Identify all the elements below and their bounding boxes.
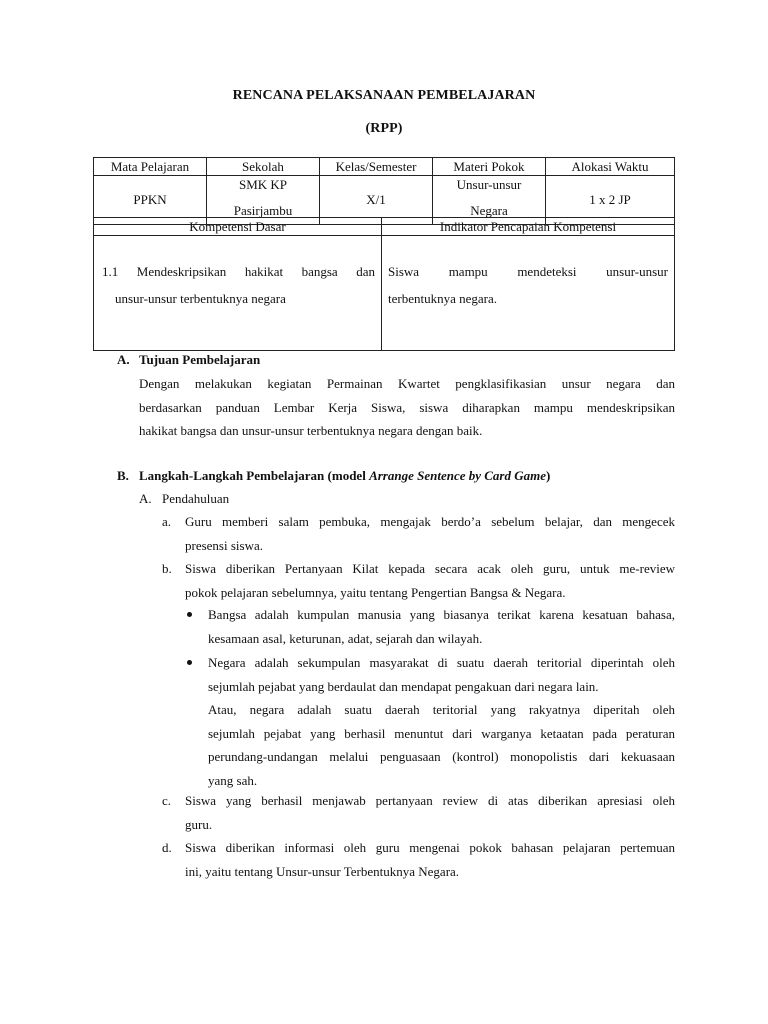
header-kompetensi-dasar: Kompetensi Dasar	[94, 218, 382, 236]
ipk-line-2: terbentuknya negara.	[388, 291, 498, 306]
item-a-text	[185, 510, 675, 557]
item-a-marker: a.	[162, 514, 172, 529]
item-d-text	[185, 836, 675, 883]
bullet-negara-line: sejumlah pejabat yang berdaulat dan mendapat pengakuan dari negara lain.	[208, 678, 599, 694]
header-mata-pelajaran: Mata Pelajaran	[94, 158, 207, 176]
value-kelas-semester: X/1	[320, 176, 433, 225]
bullet-dot-icon	[187, 612, 192, 617]
ipk-line-1: Siswa mampu mendeteksi unsur-unsur	[388, 264, 668, 279]
kd-line-2: unsur-unsur terbentuknya negara	[115, 291, 286, 306]
section-a-marker	[117, 348, 130, 372]
document-subtitle: (RPP)	[365, 121, 403, 136]
item-c-line: guru.	[185, 816, 213, 832]
bullet-negara	[208, 651, 675, 792]
section-b-heading-model: Arrange Sentence by Card Game	[369, 468, 547, 483]
section-a-line: Dengan melakukan kegiatan Permainan Kwartet pengklasifikasian unsur negara dan	[139, 376, 675, 391]
competency-header-row	[94, 218, 675, 236]
bullet-negara-line: Negara adalah sekumpulan masyarakat di suatu daerah teritorial diperintah oleh	[208, 655, 675, 670]
value-mata-pelajaran: PPKN	[94, 176, 207, 225]
info-table-header-row	[94, 158, 675, 176]
item-b-line: Siswa diberikan Pertanyaan Kilat kepada secara acak oleh guru, untuk me-review	[185, 561, 675, 576]
item-b-text	[185, 557, 675, 604]
item-c-marker: c.	[162, 793, 172, 808]
item-c-text	[185, 789, 675, 836]
item-b-line: pokok pelajaran sebelumnya, yaitu tentang Pengertian Bangsa & Negara.	[185, 584, 566, 600]
competency-body-row	[94, 236, 675, 351]
item-d-line: ini, yaitu tentang Unsur-unsur Terbentuknya Negara.	[185, 863, 460, 879]
competency-table	[93, 217, 675, 351]
item-a-line: presensi siswa.	[185, 537, 263, 553]
item-a-line: Guru memberi salam pembuka, mengajak berdo’a sebelum belajar, dan mengecek	[185, 514, 675, 529]
document-title: RENCANA PELAKSANAAN PEMBELAJARAN	[232, 88, 536, 103]
bullet-bangsa-line: kesamaan asal, keturunan, adat, sejarah dan wilayah.	[208, 630, 483, 646]
section-a-line: berdasarkan panduan Lembar Kerja Siswa, siswa diharapkan mampu mendeskripsikan	[139, 399, 675, 415]
value-materi-line-2: Negara	[470, 203, 508, 218]
section-b-heading	[139, 464, 550, 488]
info-table	[93, 157, 675, 225]
value-materi-line-1: Unsur-unsur	[456, 177, 522, 192]
kompetensi-dasar-cell	[94, 236, 382, 351]
value-alokasi-waktu: 1 x 2 JP	[546, 176, 675, 225]
item-b-marker: b.	[162, 561, 172, 576]
item-d-marker: d.	[162, 840, 172, 855]
section-b-heading-text: Langkah-Langkah Pembelajaran (model	[139, 468, 370, 483]
bullet-dot-icon	[187, 660, 192, 665]
bullet-bangsa-line: Bangsa adalah kumpulan manusia yang biasanya terikat karena kesatuan bahasa,	[208, 607, 675, 622]
header-kelas-semester: Kelas/Semester	[320, 158, 433, 176]
bullet-negara-extra-line: yang sah.	[208, 772, 258, 788]
indikator-cell	[382, 236, 675, 351]
bullet-negara-extra-line: sejumlah pejabat yang berhasil menuntut dari warganya ketaatan pada peraturan	[208, 725, 675, 741]
section-a-line: hakikat bangsa dan unsur-unsur terbentuknya negara dengan baik.	[139, 423, 483, 438]
header-sekolah: Sekolah	[207, 158, 320, 176]
section-a-body	[139, 372, 675, 443]
header-indikator: Indikator Pencapaian Kompetensi	[382, 218, 675, 236]
bullet-negara-extra-line: Atau, negara adalah suatu daerah teritorial yang rakyatnya diperitah oleh	[208, 702, 675, 717]
bullet-bangsa	[208, 603, 675, 650]
section-a-letter: A.	[117, 352, 130, 367]
kd-line-1: 1.1 Mendeskripsikan hakikat bangsa dan	[102, 264, 375, 279]
section-b-heading-close: )	[546, 468, 551, 483]
subsection-a-marker: A.	[139, 491, 152, 506]
item-d-line: Siswa diberikan informasi oleh guru mengenai pokok bahasan pelajaran pertemuan	[185, 840, 675, 855]
value-sekolah-line-1: SMK KP	[238, 177, 288, 192]
section-a-heading: Tujuan Pembelajaran	[139, 352, 261, 367]
bullet-negara-extra-line: perundang-undangan melalui penguasaan (kontrol) monopolistis dari kekuasaan	[208, 749, 675, 764]
value-sekolah-line-2: Pasirjambu	[233, 203, 293, 218]
section-b-letter: B.	[117, 468, 129, 483]
header-alokasi-waktu: Alokasi Waktu	[546, 158, 675, 176]
subsection-a-label: Pendahuluan	[162, 491, 230, 506]
item-c-line: Siswa yang berhasil menjawab pertanyaan review di atas diberikan apresiasi oleh	[185, 793, 675, 808]
header-materi-pokok: Materi Pokok	[433, 158, 546, 176]
